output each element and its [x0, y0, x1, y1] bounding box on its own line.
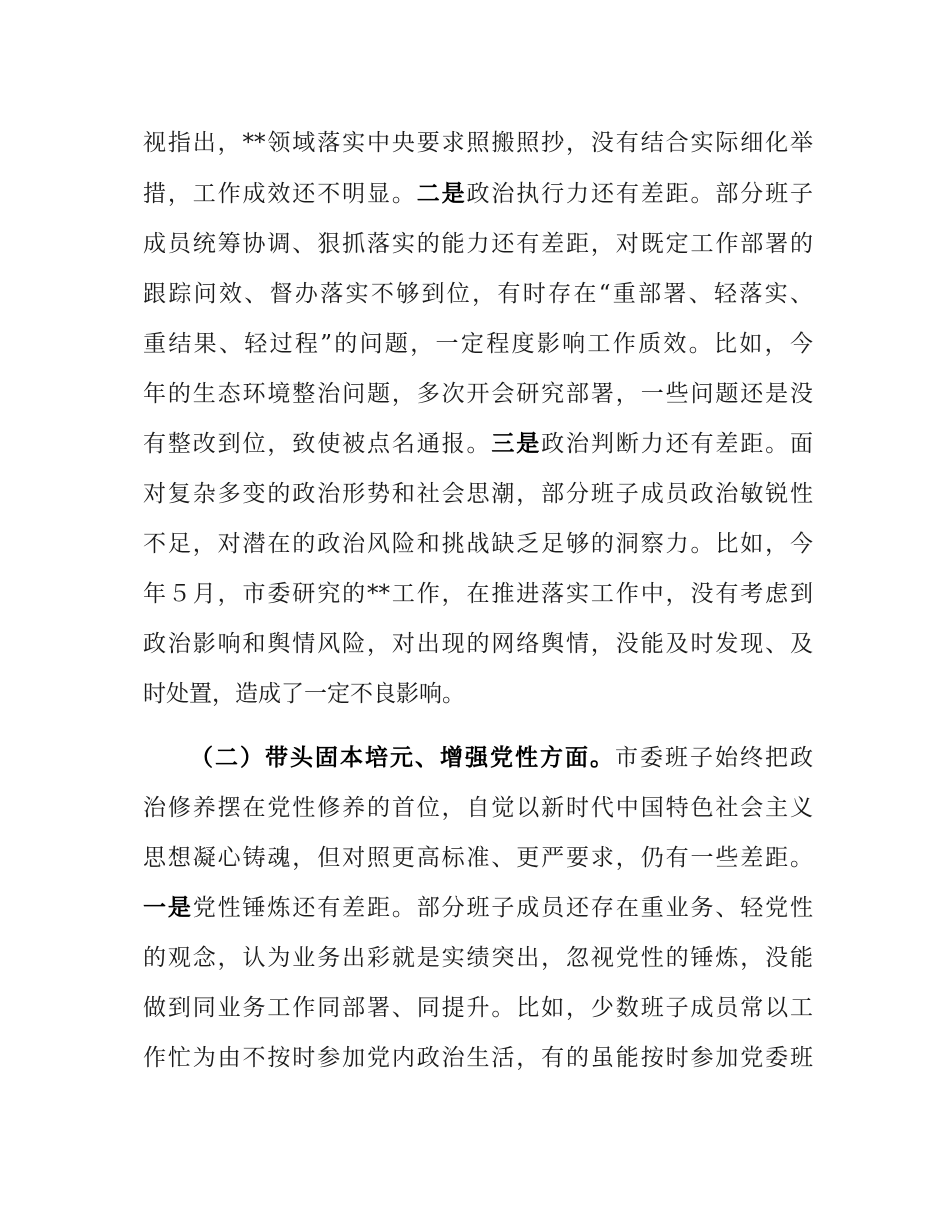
text-line: 年的生态环境整治问题，多次开会研究部署，一些问题还是没: [143, 381, 813, 407]
text-line: 不足，对潜在的政治风险和挑战缺乏足够的洞察力。比如，今: [143, 531, 813, 557]
text-line: 政治影响和舆情风险，对出现的网络舆情，没能及时发现、及: [143, 631, 813, 657]
text-segment: 有整改到位，致使被点名通报。: [143, 431, 492, 457]
text-line: [143, 426, 813, 462]
text-line: 重结果、轻过程”的问题，一定程度影响工作质效。比如，今: [143, 331, 813, 357]
text-line: 时处置，造成了一定不良影响。: [143, 681, 465, 707]
text-line: 做到同业务工作同部署、同提升。比如，少数班子成员常以工: [143, 995, 813, 1021]
text-line: 思想凝心铸魂，但对照更高标准、更严要求，仍有一些差距。: [143, 845, 813, 871]
text-segment: 市委班子始终把政: [615, 745, 813, 771]
bold-marker: 三是: [491, 431, 542, 457]
text-segment: 政治执行力还有差距。部分班子: [466, 181, 814, 207]
text-segment: 措，工作成效还不明显。: [143, 181, 417, 207]
text-line: 的观念，认为业务出彩就是实绩突出，忽视党性的锤炼，没能: [143, 945, 813, 971]
text-line: 作忙为由不按时参加党内政治生活，有的虽能按时参加党委班: [143, 1045, 813, 1071]
text-line: [143, 176, 813, 212]
text-line: 年５月，市委研究的**工作，在推进落实工作中，没有考虑到: [143, 581, 813, 607]
text-segment: 党性锤炼还有差距。部分班子成员还存在重业务、轻党性: [192, 895, 814, 921]
text-line: 治修养摆在党性修养的首位，自觉以新时代中国特色社会主义: [143, 795, 813, 821]
text-line: 成员统筹协调、狠抓落实的能力还有差距，对既定工作部署的: [143, 231, 813, 257]
bold-marker: 二是: [416, 181, 467, 207]
text-line: 对复杂多变的政治形势和社会思潮，部分班子成员政治敏锐性: [143, 481, 813, 507]
bold-marker: 一是: [143, 895, 193, 921]
text-line: [143, 890, 813, 926]
text-line: 视指出，**领域落实中央要求照搬照抄，没有结合实际细化举: [143, 130, 813, 156]
section-heading: （二）带头固本培元、增强党性方面。: [190, 745, 615, 771]
text-line: 跟踪问效、督办落实不够到位，有时存在“重部署、轻落实、: [143, 281, 813, 307]
text-segment: 政治判断力还有差距。面: [541, 431, 814, 457]
text-line: [190, 740, 813, 776]
